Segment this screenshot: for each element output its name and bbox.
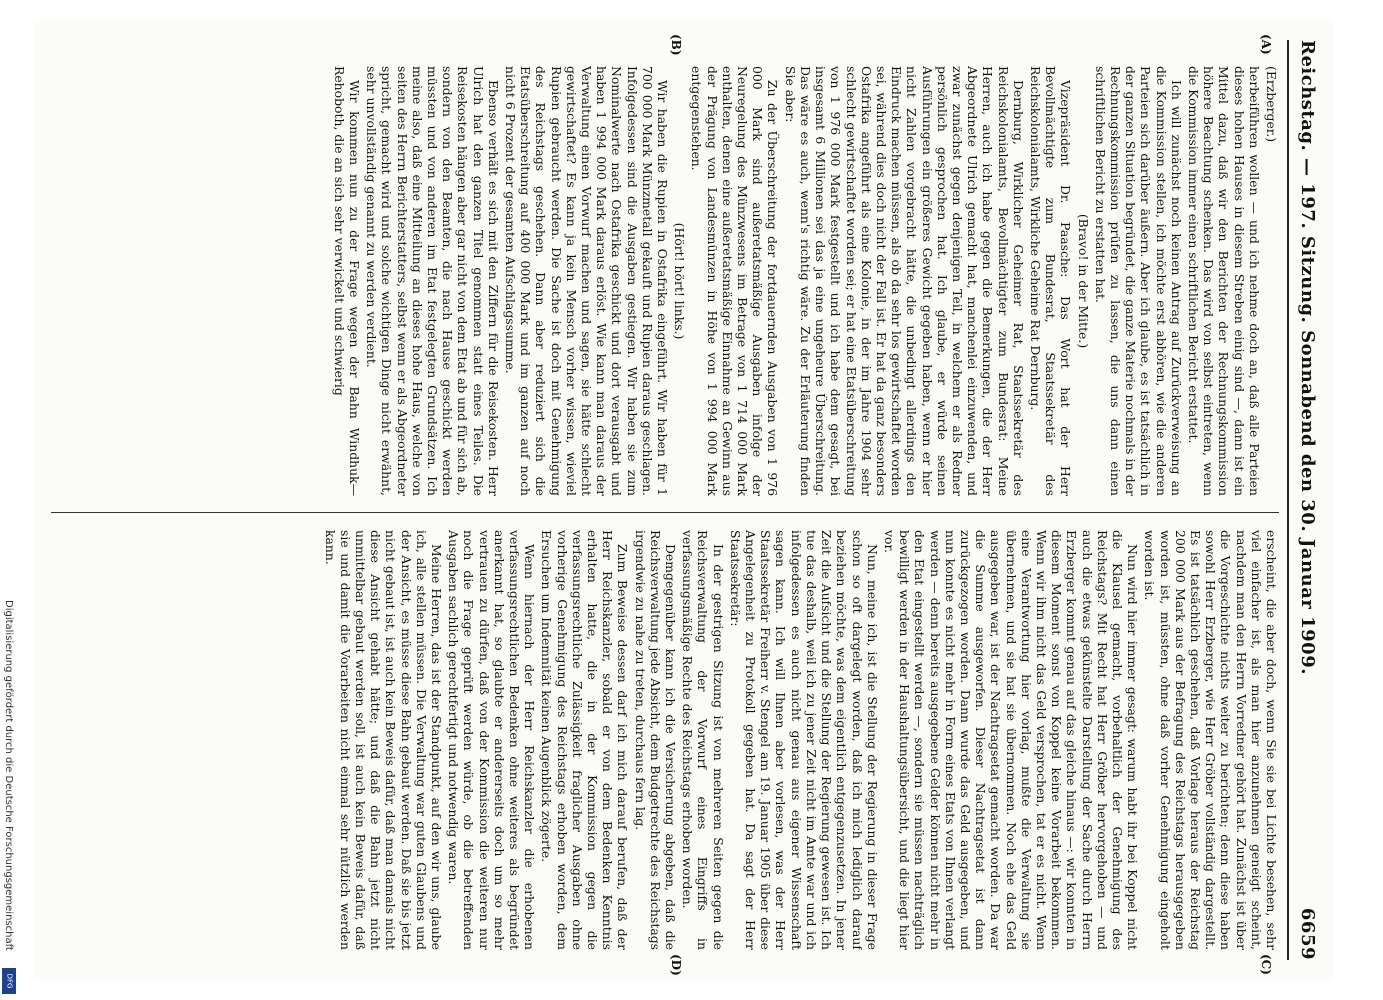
credit-text: Digitalisierung gefördert durch die Deutsche Forschungsgemeinschaft bbox=[3, 600, 14, 951]
paragraph: Meine Herren, das ist der Standpunkt, auf den wir uns, glaube ich, alle stellen müssen. Die Verwaltung war guten Glaubens und der Ansicht, es müsse diese Bahn gebaut werden. Daß sie bis jetzt nicht gebaut ist, ist auch kein Beweis dafür, daß man damals nicht diese Ansicht gehabt hätte; und daß die Bahn jetzt nicht unmittelbar gebaut werden soll, ist auch kein Beweis dafür, daß sie und damit die Vorarbeiten nicht einmal sehr nützlich werden kann. bbox=[322, 530, 445, 950]
paragraph: Ich will zunächst noch keinen Antrag auf Zurückverweisung an die Kommission stellen, ich möchte erst abhören, wie die anderen Parteien sich darüber äußern. Aber ich glaube, es ist tatsächlich in der ganzen Situation begründet, die ganze Materie nochmals in der Rechnungskommission prüfen zu lassen, die uns dann einen schriftlichen Bericht zu erstatten hat. bbox=[1092, 66, 1184, 496]
left-column bbox=[51, 66, 1279, 496]
margin-mark-b: (B) bbox=[669, 34, 683, 56]
paragraph: Nun, meine ich, ist die Stellung der Regierung in dieser Frage schon so oft dargelegt worden, daß ich mich lediglich darauf beziehen möchte, was dem eigentlich entgegenzusetzen. In jener Zeit die Aufsicht und die Stellung der Regierung gewesen ist. Ich tue das deshalb, weil ich zu jener Zeit nicht im Amte war und ich infolgedessen es auch nicht genau aus eigener Wissenschaft sagen kann. Ich will Ihnen aber vorlesen, was der Herr Staatssekretär Freiherr v. Stengel am 19. Januar 1905 über diese Angelegenheit zu Protokoll gegeben hat. Da sagt der Herr Staatssekretär: bbox=[727, 530, 880, 950]
dfg-logo bbox=[2, 968, 16, 994]
margin-mark-d: (D) bbox=[669, 954, 683, 976]
dfg-logo-text: DFG bbox=[5, 973, 13, 989]
running-title: Reichstag. — 197. Sitzung. Sonnabend den 30. Januar 1909. bbox=[1297, 40, 1319, 675]
paragraph: Dernburg, Wirklicher Geheimer Rat, Staatssekretär des Reichskolonialamts, Bevollmächtigter zum Bundesrat: Meine Herren, auch ich habe gegen die Bemerkungen, die der Herr Abgeordnete Ulrich gemacht hat, manchenlei einzuwenden, und zwar zunächst gegen denjenigen Teil, in welchem er als Redner persönlich gesprochen hat. Ich glaube, er würde seinen Ausführungen ein größeres Gewicht gegeben haben, wenn er hier nicht Zahlen vorgebracht hätte, die unbedingt allerdings den Eindruck machen müssen, als ob da sehr los gewirtschaftet worden sei, während dies doch nicht der Fall ist. Er hat da ganz besonders Ostafrika angeführt als eine Kolonie, in der im Jahre 1904 sehr schlecht gewirtschaftet worden sei; er hat eine Etatsüberschreitung von 1 976 000 Mark festgestellt und ich habe dem gesagt, bei insgesamt 6 Millionen sei das ja eine ungeheure Überschreitung. Das wäre es auch, wenn's richtig wäre. Zu der Erläuterung finden Sie aber: bbox=[782, 66, 1026, 496]
paragraph: Vizepräsident Dr. Paasche: Das Wort hat der Herr Bevollmächtigte zum Bundesrat, Staatssekretär des Reichskolonialamts, Wirkliche Geheime Rat Dernburg. bbox=[1027, 66, 1074, 496]
paragraph: (Hört! hört! links.) bbox=[672, 222, 688, 340]
paragraph: (Bravo! in der Mitte.) bbox=[1075, 213, 1091, 349]
digitization-credit bbox=[0, 600, 20, 990]
page-number: 6659 bbox=[1297, 907, 1319, 960]
paragraph: In der gestrigen Sitzung ist von mehreren Seiten gegen die Reichsverwaltung der Vorwurf eines Eingriffs in verfassungsmäßige Rechte des Reichstags erhoben worden. bbox=[680, 530, 726, 950]
paragraph: Wir haben die Rupien in Ostafrika eingeführt. Wir haben für 1 700 000 Mark Münzmetall gekauft und Rupien daraus geschlagen. Infolgedessen sind die Ausgaben gestiegen. Wir haben sie zum Nominalwerte nach Ostafrika geschickt und dort verausgabt und haben 1 994 000 Mark daraus erlöst. Wie kann man daraus der Verwaltung einen Vorwurf machen und sagen, sie hätte schlecht gewirtschaftet? Es kann ja kein Mensch vorher wissen, wieviel Rupien gebraucht werden. Die Sache ist doch mit Genehmigung des Reichstags geschehen. Dann aber reduziert sich die Etatsüberschreitung auf 400 000 Mark und im ganzen auf noch nicht 6 Prozent der gesamten Aufschlagssumme. bbox=[503, 66, 671, 496]
paragraph: erscheint, die aber doch, wenn Sie sie bei Lichte besehen, sehr viel einfacher ist, als man hier anzunehmen geneigt scheint, nachdem man den Herrn Vorredner gehört hat. Zunächst ist über die Vorgeschichte nichts weiter zu berichten; denn diese haben sowohl Herr Erzberger, wie Herr Gröber vollständig dargestellt. Es ist tatsächlich geschehen, daß Vorlage heraus der Reichstag 200 000 Mark aus der Befragung des Reichstags herausgegeben worden ist, müssten, ohne daß vorher Genehmigung eingeholt worden ist. bbox=[1142, 530, 1279, 950]
paragraph: (Erzberger.) bbox=[1264, 66, 1279, 143]
paragraph: Wir kommen nun zu der Frage wegen der Bahn Windhuk—Rehoboth, die an sich sehr verwickelt und schwierig bbox=[331, 66, 363, 496]
page-header bbox=[1291, 40, 1325, 960]
right-column bbox=[51, 530, 1279, 950]
paragraph: Wenn hiernach der Herr Reichskanzler die erhobenen verfassungsrechtlichen Bedenken ohne weiteres als begründet anerkannt hat, so glaubte er andererseits doch um so mehr vertrauen zu dürfen, daß von der Kommission die weiteren nur noch die Frage geprüft werden würde, ob die betreffenden Ausgaben sachlich gerechtfertigt und notwendig waren. bbox=[446, 530, 538, 950]
document-page bbox=[33, 20, 1333, 980]
paragraph: Zu der Überschreitung der fortdauernden Ausgaben von 1 976 000 Mark sind außeretatsmäßige Ausgaben infolge der Neuregelung des Münzwesens im Betrage von 1 714 000 Mark enthalten, denen eine außeretatsmäßige Einnahme an Gewinn aus der Prägung von Landesmünzen in Höhe von 1 994 000 Mark entgegenstehen. bbox=[689, 66, 781, 496]
paragraph: Nun wird hier immer gesagt: warum habt ihr bei Koppel nicht die Klausel gemacht, vorbehaltlich der Genehmigung des Reichstags? Mit Recht hat Herr Gröber hervorgehoben — und auch die etwas gekünstelte Darstellung der Sache durch Herrn Erzberger kommt genau auf das gleiche hinaus —: wir konnten in diesem Moment sonst von Koppel keine Vorarbeit bekommen. Wenn wir ihm nicht das Geld versprochen, tat er es nicht. Wenn eine Verantwortung hier vorlag, mußte die Verwaltung sie übernehmen, und sie hat sie übernommen. Noch ehe das Geld ausgegeben war, ist der Nachtragsetat gemacht worden. Da war die Summe ausgeworfen. Dieser Nachtragsetat ist dann zurückgezogen worden. Dann wurde das Geld ausgegeben, und nun konnte es nicht mehr in Form eines Etats von Ihnen verlangt werden — denn bereits ausgegebene Gelder können nicht mehr in den Etat eingestellt werden —, sondern sie müssen nachträglich bewilligt werden in der Haushaltungsübersicht, und die liegt hier vor. bbox=[881, 530, 1141, 950]
margin-mark-c: (C) bbox=[1259, 954, 1273, 975]
column-divider bbox=[51, 512, 1279, 513]
paragraph: Zum Beweise dessen darf ich mich darauf berufen, daß der Herr Reichskanzler, sobald er von dem Bedenken Kenntnis erhalten hatte, die in der Kommission gegen die verfassungsrechtliche Zulässigkeit fraglicher Ausgaben ohne vorherige Genehmigung des Reichstags erhoben worden, dem Ersuchen um Indemnität keinen Augenblick zögerte. bbox=[539, 530, 631, 950]
margin-mark-a: (A) bbox=[1259, 34, 1273, 55]
paragraph: Ebenso verhält es sich mit den Ziffern für die Reisekosten. Herr Ulrich hat den ganzen Titel genommen statt eines Teiles. Die Reisekosten hängen aber gar nicht von dem Etat ab und für sich ab, sondern von den Beamten, die nach Hause geschickt werden müssten und von anderen im Etat festgelegten Grundsätzen. Ich meine also, daß eine Mitteilung an dieses hohe Haus, welche von seiten des Herrn Berichterstatters, selbst wenn er als Abgeordneter spricht, gemacht wird und solche wichtigen Dinge nicht erwähnt, sehr unvollständig genannt zu werden verdient. bbox=[364, 66, 501, 496]
paragraph: herbeiführen wollen — und ich nehme doch an, daß alle Parteien dieses hohen Hauses in diesem Streben einig sind —, dann ist ein Mittel dazu, daß wir den Berichten der Rechnungskommission höhere Beachtung schenken. Das wird von selbst eintreten, wenn die Kommission immer einen schriftlichen Bericht erstattet. bbox=[1185, 66, 1262, 496]
header-rule bbox=[1287, 40, 1289, 960]
paragraph: Demgegenüber kann ich die Versicherung abgeben, daß die Reichsverwaltung jede Absicht, dem Budgetrechte des Reichstags irgendwie zu nahe zu treten, durchaus fern lag. bbox=[632, 530, 679, 950]
